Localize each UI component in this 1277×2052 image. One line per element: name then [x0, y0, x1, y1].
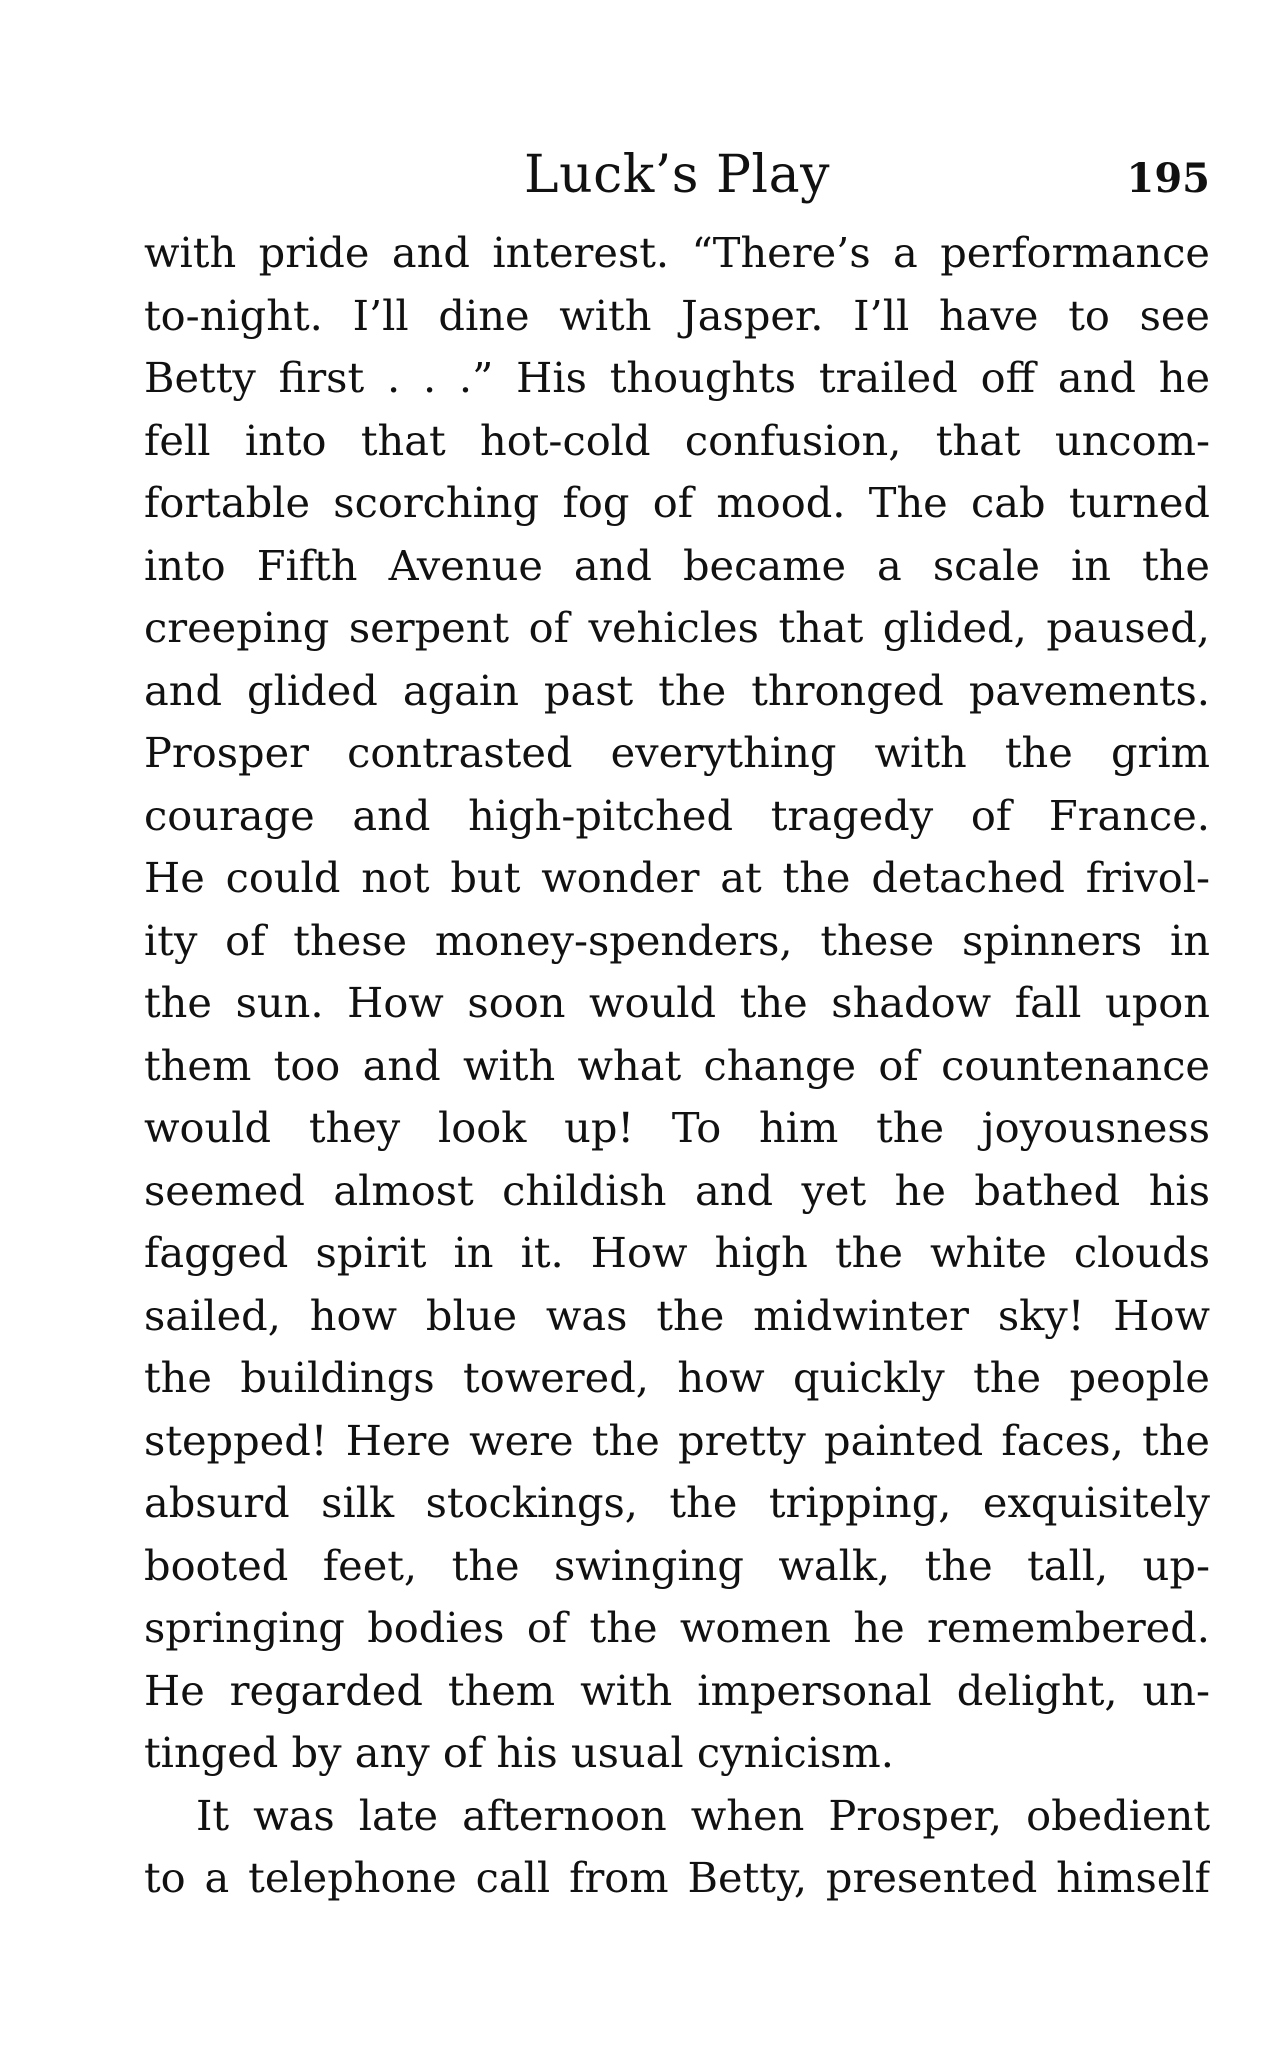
text-line: absurd silk stockings, the tripping, exquisitely: [144, 1478, 1210, 1527]
text-line: to-night. I’ll dine with Jasper. I’ll have to see: [144, 290, 1210, 340]
page-header: [144, 140, 1210, 222]
text-line: with pride and interest. “There’s a performance: [144, 228, 1210, 277]
text-line: He regarded them with impersonal delight, un-: [144, 1665, 1210, 1715]
text-line: into Fifth Avenue and became a scale in the: [144, 540, 1210, 590]
text-line: booted feet, the swinging walk, the tall, up-: [144, 1540, 1210, 1590]
text-line: courage and high-pitched tragedy of France.: [144, 790, 1210, 840]
text-line: creeping serpent of vehicles that glided, paused,: [144, 603, 1210, 652]
text-line: stepped! Here were the pretty painted faces, the: [144, 1415, 1210, 1465]
text-line: the buildings towered, how quickly the people: [144, 1353, 1210, 1402]
text-line: He could not but wonder at the detached frivol-: [144, 853, 1210, 902]
page-number: 195: [1126, 155, 1210, 202]
text-line: them too and with what change of countenance: [144, 1040, 1210, 1090]
text-line: Betty first . . .” His thoughts trailed off and he: [144, 353, 1210, 402]
text-line: fortable scorching fog of mood. The cab turned: [144, 478, 1210, 527]
text-line: the sun. How soon would the shadow fall upon: [144, 978, 1210, 1027]
paragraph-start-line: It was late afternoon when Prosper, obedient: [196, 1790, 1210, 1840]
text-line: to a telephone call from Betty, presented himself: [144, 1853, 1210, 1902]
text-line: ity of these money-spenders, these spinners in: [144, 915, 1210, 965]
text-line: would they look up! To him the joyousness: [144, 1103, 1210, 1152]
text-line: and glided again past the thronged pavements.: [144, 665, 1210, 715]
body-text: [144, 222, 1210, 1910]
running-title: Luck’s Play: [524, 145, 830, 205]
text-line: springing bodies of the women he remembered.: [144, 1603, 1210, 1652]
book-page: [144, 140, 1210, 1910]
text-line: fagged spirit in it. How high the white clouds: [144, 1228, 1210, 1277]
text-line: seemed almost childish and yet he bathed his: [144, 1165, 1210, 1215]
text-line: Prosper contrasted everything with the grim: [144, 728, 1210, 777]
text-line: sailed, how blue was the midwinter sky! How: [144, 1290, 1210, 1340]
paragraph-end-line: tinged by any of his usual cynicism.: [144, 1728, 894, 1777]
text-line: fell into that hot-cold confusion, that uncom-: [144, 415, 1210, 465]
